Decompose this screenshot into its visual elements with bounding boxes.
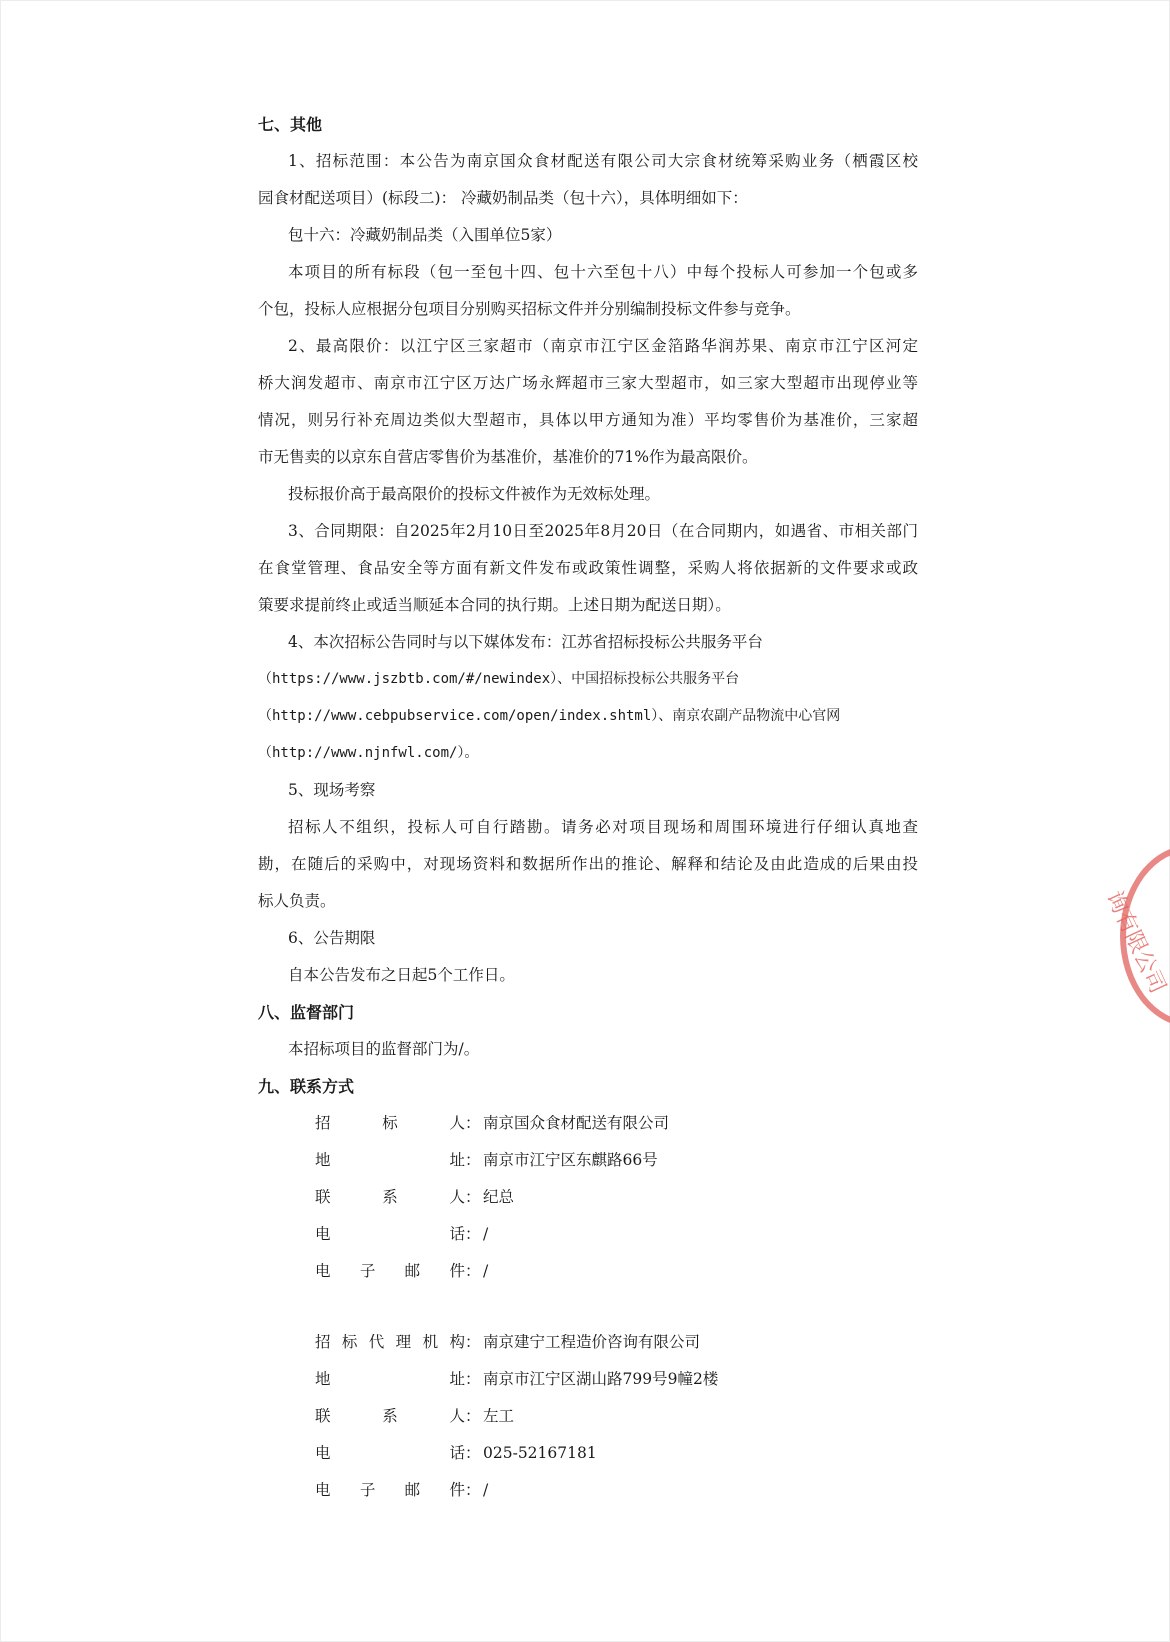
price-limit-note: 投标报价高于最高限价的投标文件被作为无效标处理。 [288, 485, 661, 503]
contact-value: 南京国众食材配送有限公司 [483, 1114, 670, 1132]
supervision-text: 本招标项目的监督部门为/。 [288, 1040, 480, 1058]
scope-line: 1、招标范围：本公告为南京国众食材配送有限公司大宗食材统筹采购业务（栖霞区校 [288, 152, 918, 170]
contact-value: / [483, 1481, 489, 1499]
contact-row [258, 1179, 918, 1216]
contact-row [258, 1435, 918, 1472]
contact-colon: ： [465, 1151, 481, 1169]
document-body [258, 106, 918, 1509]
price-limit-line: 情况，则另行补充周边类似大型超市，具体以甲方通知为准）平均零售价为基准价，三家超 [258, 411, 918, 429]
contact-label: 地 址 [315, 1370, 465, 1388]
media-url-line: （https://www.jszbtb.com/#/newindex）、中国招标投标公共服务平台 [258, 671, 740, 687]
contract-period-line: 策要求提前终止或适当顺延本合同的执行期。上述日期为配送日期）。 [258, 596, 731, 614]
contact-label: 电 子 邮 件 [315, 1262, 465, 1280]
media-url-line: （http://www.njnfwl.com/）。 [258, 745, 479, 761]
contact-row [258, 1324, 918, 1361]
contact-colon: ： [465, 1481, 481, 1499]
site-visit-line: 勘，在随后的采购中，对现场资料和数据所作出的推论、解释和结论及由此造成的后果由投 [258, 855, 918, 873]
contact-colon: ： [465, 1262, 481, 1280]
contact-value: 南京市江宁区湖山路799号9幢2楼 [483, 1370, 719, 1388]
notice-period-text: 自本公告发布之日起5个工作日。 [288, 966, 515, 984]
contact-label: 联 系 人 [315, 1188, 465, 1206]
section-7-heading: 七、其他 [258, 115, 323, 134]
contact-label: 电 子 邮 件 [315, 1481, 465, 1499]
package-line: 包十六：冷藏奶制品类（入围单位5家） [288, 226, 562, 244]
contact-label: 联 系 人 [315, 1407, 465, 1425]
media-url-line: （http://www.cebpubservice.com/open/index.shtml）、南京农副产品物流中心官网 [258, 708, 841, 724]
contact-colon: ： [465, 1333, 481, 1351]
contact-value: 025-52167181 [483, 1444, 597, 1462]
price-limit-line: 市无售卖的以京东自营店零售价为基准价，基准价的71%作为最高限价。 [258, 448, 758, 466]
package-note-line: 个包，投标人应根据分包项目分别购买招标文件并分别编制投标文件参与竞争。 [258, 300, 801, 318]
contact-colon: ： [465, 1188, 481, 1206]
contact-row [258, 1472, 918, 1509]
contact-value: 南京市江宁区东麒路66号 [483, 1151, 658, 1169]
contact-label: 地 址 [315, 1151, 465, 1169]
agency-contact-block [258, 1324, 918, 1509]
contact-label: 招 标 代 理 机 构 [315, 1333, 465, 1351]
contact-row [258, 1253, 918, 1290]
site-visit-heading: 5、现场考察 [288, 781, 376, 799]
company-seal-text: 询有限公司 [1100, 887, 1170, 998]
contact-label: 招 标 人 [315, 1114, 465, 1132]
contact-value: 南京建宁工程造价咨询有限公司 [483, 1333, 701, 1351]
contact-value: / [483, 1262, 489, 1280]
section-8-heading: 八、监督部门 [258, 1003, 355, 1022]
scope-line: 园食材配送项目）(标段二)： 冷藏奶制品类（包十六），具体明细如下： [258, 189, 748, 207]
media-line: 4、本次招标公告同时与以下媒体发布：江苏省招标投标公共服务平台 [288, 633, 763, 651]
tenderer-contact-block [258, 1105, 918, 1290]
price-limit-line: 桥大润发超市、南京市江宁区万达广场永辉超市三家大型超市，如三家大型超市出现停业等 [258, 374, 918, 392]
contact-colon: ： [465, 1407, 481, 1425]
package-note-line: 本项目的所有标段（包一至包十四、包十六至包十八）中每个投标人可参加一个包或多 [288, 263, 918, 281]
price-limit-line: 2、最高限价：以江宁区三家超市（南京市江宁区金箔路华润苏果、南京市江宁区河定 [288, 337, 918, 355]
site-visit-line: 标人负责。 [258, 892, 336, 910]
contact-row [258, 1142, 918, 1179]
contract-period-line: 3、合同期限：自2025年2月10日至2025年8月20日（在合同期内，如遇省、市相关部门 [288, 522, 918, 540]
contact-row [258, 1216, 918, 1253]
site-visit-line: 招标人不组织，投标人可自行踏勘。请务必对项目现场和周围环境进行仔细认真地查 [288, 818, 918, 836]
notice-period-heading: 6、公告期限 [288, 929, 376, 947]
contact-value: 纪总 [483, 1188, 515, 1206]
contact-value: 左工 [483, 1407, 515, 1425]
contact-colon: ： [465, 1444, 481, 1462]
contact-colon: ： [465, 1114, 481, 1132]
contact-row [258, 1361, 918, 1398]
section-9-heading: 九、联系方式 [258, 1077, 355, 1096]
block-spacer [258, 1290, 918, 1324]
contact-row [258, 1105, 918, 1142]
contact-label: 电 话 [315, 1444, 465, 1462]
contract-period-line: 在食堂管理、食品安全等方面有新文件发布或政策性调整，采购人将依据新的文件要求或政 [258, 559, 918, 577]
contact-colon: ： [465, 1225, 481, 1243]
contact-value: / [483, 1225, 489, 1243]
contact-row [258, 1398, 918, 1435]
contact-label: 电 话 [315, 1225, 465, 1243]
contact-colon: ： [465, 1370, 481, 1388]
